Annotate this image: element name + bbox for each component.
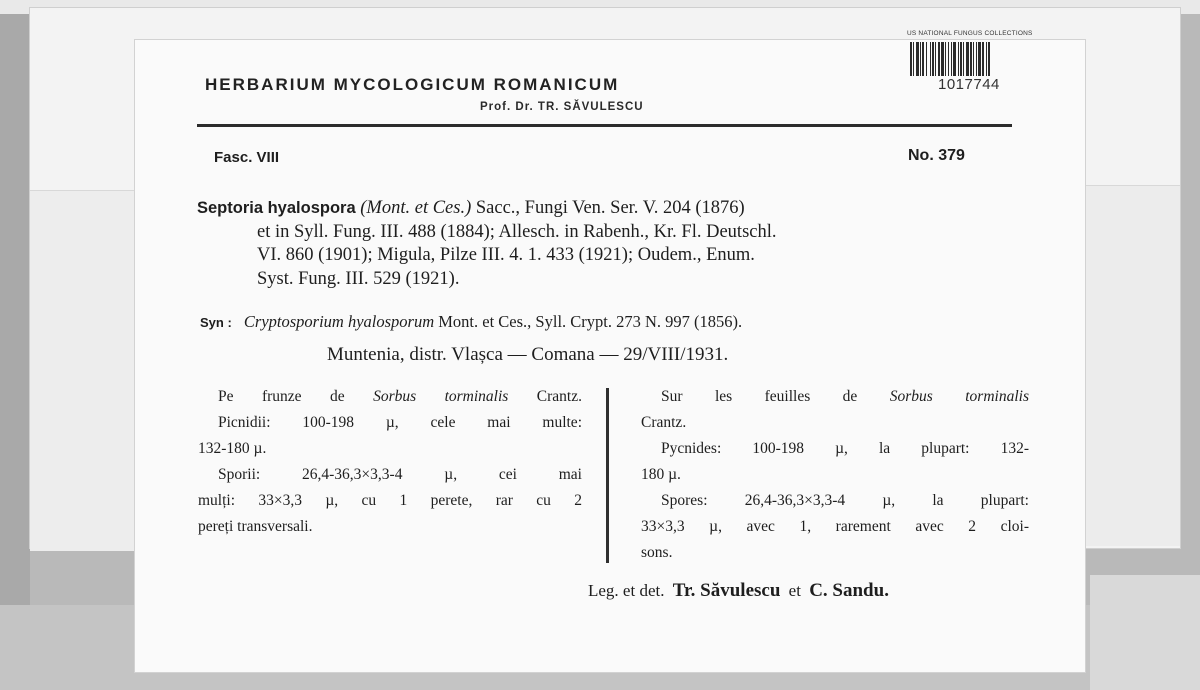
fr-line-3: Pycnides: 100-198 µ, la plupart: 132- [661, 440, 1029, 457]
ro-line-2: Picnidii: 100-198 µ, cele mai multe: [218, 414, 582, 431]
species-reference [197, 197, 1027, 291]
species-name: Septoria hyalospora [197, 199, 356, 217]
envelope-flap-right [1085, 185, 1180, 546]
column-divider [606, 388, 609, 563]
leg-prefix: Leg. et det. [588, 581, 665, 600]
species-citation-3: VI. 860 (1901); Migula, Pilze III. 4. 1. 433 (1921); Oudem., Enum. [257, 245, 755, 265]
fr-line-4: 180 µ. [641, 466, 681, 483]
synonym-name: Cryptosporium hyalosporum [243, 312, 435, 331]
envelope-flap-left [30, 190, 140, 551]
ro-line-3: 132-180 µ. [198, 440, 267, 457]
fr-host-name: Sorbus torminalis [889, 388, 1029, 405]
collector-conjunction: et [788, 581, 801, 600]
barcode-header: US NATIONAL FUNGUS COLLECTIONS [907, 30, 1033, 37]
species-citation-2: et in Syll. Fung. III. 488 (1884); Allesch. in Rabenh., Kr. Fl. Deutschl. [257, 221, 777, 242]
background-paper-corner [1090, 575, 1200, 690]
ro-line-4: Sporii: 26,4-36,3×3,3-4 µ, cei mai [218, 466, 582, 483]
fascicle-number: Fasc. VIII [214, 149, 280, 166]
header-rule [197, 124, 1012, 127]
herbarium-subtitle: Prof. Dr. TR. SĂVULESCU [480, 101, 644, 113]
exsiccata-number: No. 379 [908, 147, 965, 164]
ro-host-prefix: Pe frunze de [218, 388, 345, 405]
fr-line-2: Crantz. [641, 414, 687, 431]
species-citation-1: Sacc., Fungi Ven. Ser. V. 204 (1876) [475, 198, 745, 218]
description-french [641, 384, 1029, 566]
ro-line-1 [198, 384, 582, 410]
fr-line-7: sons. [641, 544, 673, 561]
collector-2: C. Sandu. [809, 580, 889, 601]
barcode-number: 1017744 [938, 76, 1000, 93]
synonym-label: Syn : [200, 315, 232, 330]
background-left-edge [0, 14, 30, 690]
synonym-line [200, 312, 742, 332]
fr-line-1 [641, 384, 1029, 410]
ro-host-name: Sorbus torminalis [373, 388, 509, 405]
barcode-stripe [990, 42, 991, 76]
ro-line-5: mulți: 33×3,3 µ, cu 1 perete, rar cu 2 [198, 492, 582, 509]
fr-line-5: Spores: 26,4-36,3×3,3-4 µ, la plupart: [661, 492, 1029, 509]
species-citation-4: Syst. Fung. III. 529 (1921). [257, 268, 460, 289]
collector-line [584, 580, 889, 602]
locality-line: Muntenia, distr. Vlașca — Comana — 29/VIII/1931. [327, 344, 729, 365]
species-authority: (Mont. et Ces.) [360, 198, 472, 218]
synonym-citation: Mont. et Ces., Syll. Crypt. 273 N. 997 (1856). [438, 312, 743, 331]
ro-line-6: pereți transversali. [198, 518, 313, 535]
description-romanian [198, 384, 582, 540]
fr-host-prefix: Sur les feuilles de [661, 388, 858, 405]
barcode-icon [910, 42, 1046, 76]
collector-1: Tr. Săvulescu [672, 580, 781, 601]
ro-host-authority: Crantz. [536, 388, 582, 405]
fr-line-6: 33×3,3 µ, avec 1, rarement avec 2 cloi- [641, 518, 1029, 535]
